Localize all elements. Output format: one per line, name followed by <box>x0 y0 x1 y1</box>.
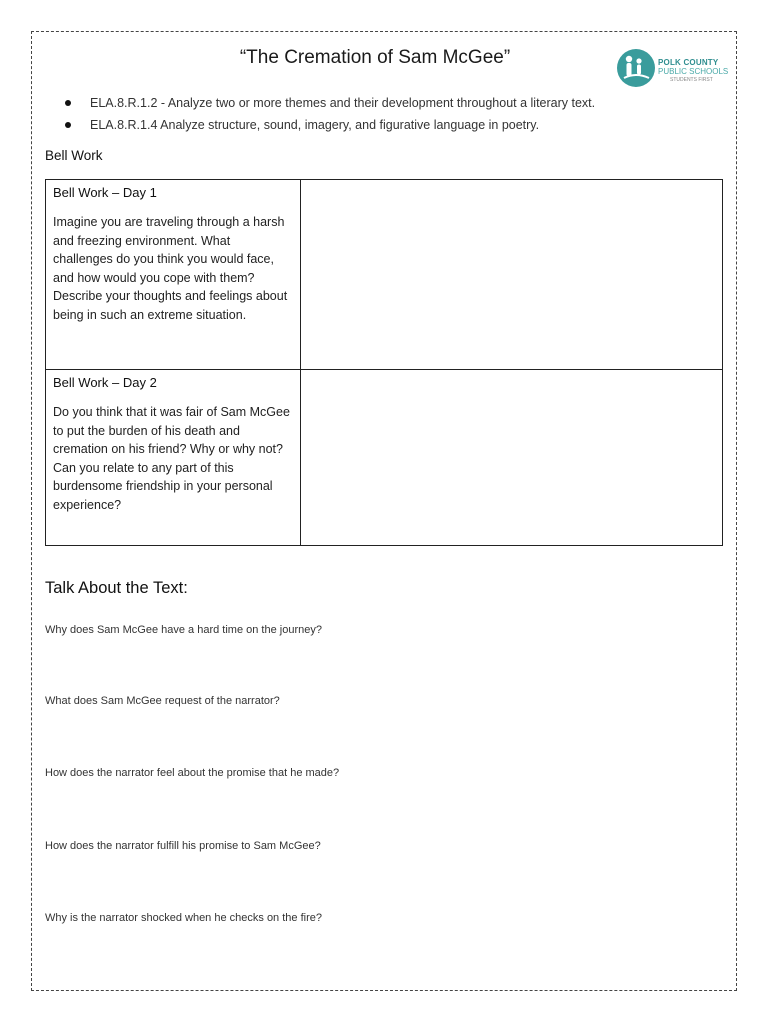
discussion-question: How does the narrator fulfill his promise to Sam McGee? <box>45 840 321 852</box>
bell-work-day-title: Bell Work – Day 1 <box>53 185 157 200</box>
standards-list <box>62 92 595 136</box>
bullet-dot-icon <box>65 122 71 128</box>
document-title: “The Cremation of Sam McGee” <box>239 47 511 68</box>
school-logo <box>616 48 728 88</box>
standard-text: ELA.8.R.1.4 Analyze structure, sound, imagery, and figurative language in poetry. <box>90 118 540 132</box>
standard-text: ELA.8.R.1.2 - Analyze two or more themes and their development throughout a literary text. <box>90 96 596 110</box>
bell-work-row <box>46 370 723 546</box>
logo-tagline: STUDENTS FIRST <box>670 77 713 83</box>
discussion-question: Why does Sam McGee have a hard time on the journey? <box>45 624 322 636</box>
standard-item <box>62 114 595 136</box>
bell-work-prompt-cell <box>46 370 301 546</box>
bell-work-row <box>46 180 723 370</box>
bell-work-answer-cell[interactable] <box>301 180 723 370</box>
bell-work-prompt-cell <box>46 180 301 370</box>
bell-work-day-title: Bell Work – Day 2 <box>53 375 157 390</box>
bell-work-heading: Bell Work <box>45 148 103 163</box>
standard-item <box>62 92 595 114</box>
logo-text-line2: PUBLIC SCHOOLS <box>658 67 729 76</box>
discussion-question: What does Sam McGee request of the narrator? <box>45 695 280 707</box>
polk-county-schools-logo-icon <box>616 48 656 88</box>
talk-about-text-heading: Talk About the Text: <box>45 579 188 597</box>
logo-text-line1: POLK COUNTY <box>658 58 719 67</box>
discussion-question: How does the narrator feel about the promise that he made? <box>45 767 340 779</box>
discussion-question: Why is the narrator shocked when he checks on the fire? <box>45 912 322 924</box>
bell-work-table <box>45 179 723 546</box>
bell-work-answer-cell[interactable] <box>301 370 723 546</box>
bullet-dot-icon <box>65 100 71 106</box>
bell-work-prompt: Do you think that it was fair of Sam McGee to put the burden of his death and cremation on his friend? Why or why not? Can you relate to any part of this burdensome friendship in your personal experience? <box>53 405 290 512</box>
bell-work-prompt: Imagine you are traveling through a harsh and freezing environment. What challenges do you think you would face, and how would you cope with them? Describe your thoughts and feelings about being in such an extreme situation. <box>53 215 288 322</box>
